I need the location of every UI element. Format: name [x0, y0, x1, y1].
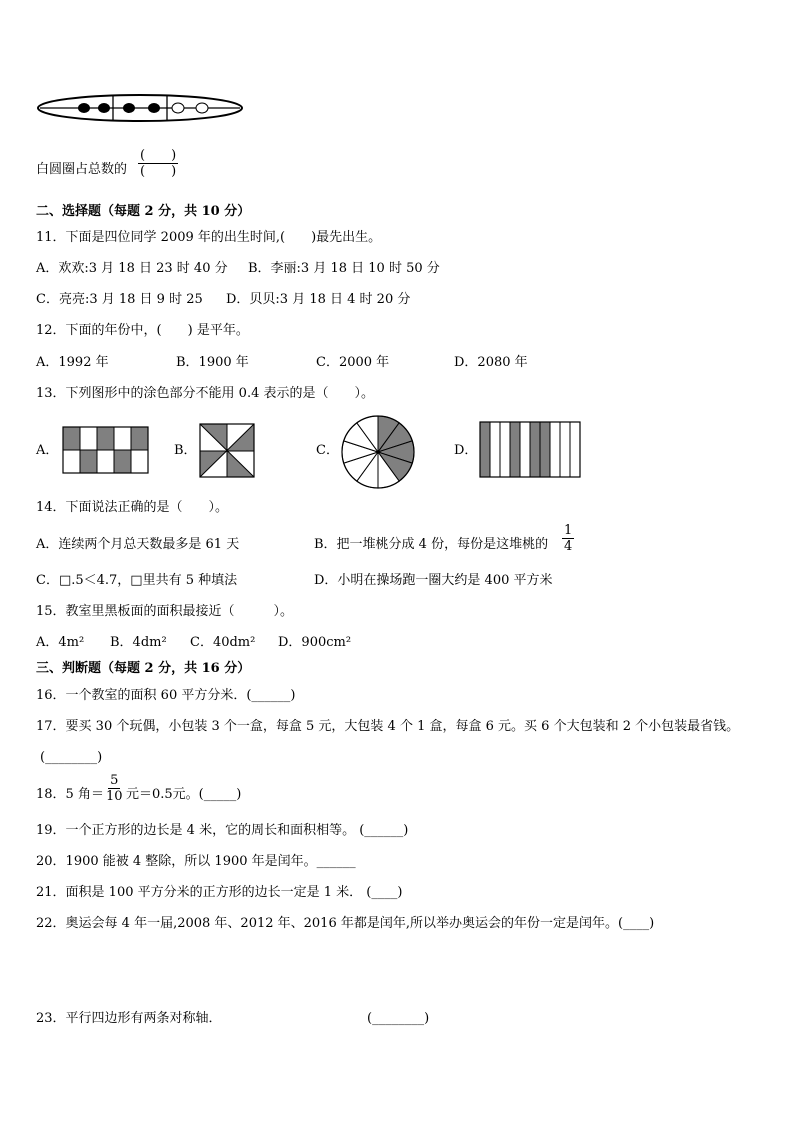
fraction-denominator[interactable]: ( ): [140, 164, 177, 179]
q13-option-d[interactable]: D．: [454, 443, 478, 458]
q14-option-b-fraction: [562, 523, 574, 554]
q14-option-d[interactable]: D．小明在操场跑一圈大约是 400 平方米: [314, 573, 553, 588]
fraction-denominator: 4: [564, 539, 573, 554]
q17: 17．要买 30 个玩偶，小包装 3 个一盒，每盒 5 元，大包装 4 个 1 盒，每盒 6 元。买 6 个大包装和 2 个小包装最省钱。: [36, 719, 740, 734]
black-bead: [98, 103, 110, 113]
q16: 16．一个教室的面积 60 平方分米．(______): [36, 688, 296, 703]
q14-stem: 14．下面说法正确的是（ ）。: [36, 500, 229, 515]
fraction-numerator: 5: [110, 773, 119, 788]
black-bead: [148, 103, 160, 113]
fraction-denominator: 10: [106, 789, 123, 804]
q13-option-c[interactable]: C．: [316, 443, 339, 458]
q11-option-c[interactable]: C．亮亮:3 月 18 日 9 时 25: [36, 292, 203, 307]
q15-stem: 15．教室里黑板面的面积最接近（ ）。: [36, 604, 294, 619]
fraction-numerator: 1: [564, 523, 573, 538]
q15-option-a[interactable]: A．4m²: [36, 635, 85, 650]
q12-option-d[interactable]: D．2080 年: [454, 355, 528, 370]
q18-fraction: [104, 773, 125, 804]
q22: 22．奥运会每 4 年一届,2008 年、2012 年、2016 年都是闰年,所以举办奥运会的年份一定是闰年。(____): [36, 916, 655, 931]
q15-option-d[interactable]: D．900cm²: [278, 635, 352, 650]
q11-option-a[interactable]: A．欢欢:3 月 18 日 23 时 40 分: [36, 261, 228, 276]
q23: 23．平行四边形有两条对称轴．: [36, 1011, 222, 1026]
black-bead: [78, 103, 90, 113]
q11-stem: 11．下面是四位同学 2009 年的出生时间,( )最先出生。: [36, 230, 382, 245]
q12-option-c[interactable]: C．2000 年: [316, 355, 390, 370]
figure-d-stripes: [480, 422, 582, 478]
q12-option-a[interactable]: A．1992 年: [36, 355, 109, 370]
bead-answer-fraction: [138, 148, 178, 179]
q11-option-d[interactable]: D．贝贝:3 月 18 日 4 时 20 分: [226, 292, 411, 307]
white-bead: [172, 103, 184, 113]
q21: 21．面积是 100 平方分米的正方形的边长一定是 1 米． (____): [36, 885, 403, 900]
fraction-numerator[interactable]: ( ): [140, 148, 177, 163]
section-heading-choice: 二、选择题（每题 2 分，共 10 分）: [36, 204, 251, 219]
q20: 20．1900 能被 4 整除，所以 1900 年是闰年。______: [36, 854, 356, 869]
q19: 19．一个正方形的边长是 4 米，它的周长和面积相等。 (______): [36, 823, 409, 838]
figure-a-grid: [63, 427, 149, 473]
q15-option-c[interactable]: C．40dm²: [190, 635, 256, 650]
white-bead: [196, 103, 208, 113]
q11-option-b[interactable]: B．李丽:3 月 18 日 10 时 50 分: [248, 261, 440, 276]
q13-option-b[interactable]: B．: [174, 443, 197, 458]
q23-answer-blank[interactable]: (________): [367, 1011, 430, 1026]
section-heading-judgement: 三、判断题（每题 2 分，共 16 分）: [36, 661, 251, 676]
q17-answer-blank[interactable]: (________): [40, 750, 103, 765]
q12-stem: 12．下面的年份中，( ) 是平年。: [36, 323, 249, 338]
q13-stem: 13．下列图形中的涂色部分不能用 0.4 表示的是（ ）。: [36, 386, 374, 401]
q15-option-b[interactable]: B．4dm²: [110, 635, 167, 650]
figure-c-circle: [340, 414, 416, 490]
q14-option-b[interactable]: B．把一堆桃分成 4 份，每份是这堆桃的: [314, 537, 549, 552]
q18-prefix: 18．5 角＝: [36, 787, 104, 802]
q18-suffix: 元＝0.5元。(_____): [126, 787, 242, 802]
q13-option-a[interactable]: A．: [36, 443, 59, 458]
bead-string-figure: [36, 92, 248, 124]
figure-b-pinwheel: [200, 424, 256, 478]
q14-option-a[interactable]: A．连续两个月总天数最多是 61 天: [36, 537, 240, 552]
q12-option-b[interactable]: B．1900 年: [176, 355, 249, 370]
q14-option-c[interactable]: C．□.5＜4.7，□里共有 5 种填法: [36, 573, 238, 588]
black-bead: [123, 103, 135, 113]
bead-question-label: 白圆圈占总数的: [36, 162, 128, 177]
